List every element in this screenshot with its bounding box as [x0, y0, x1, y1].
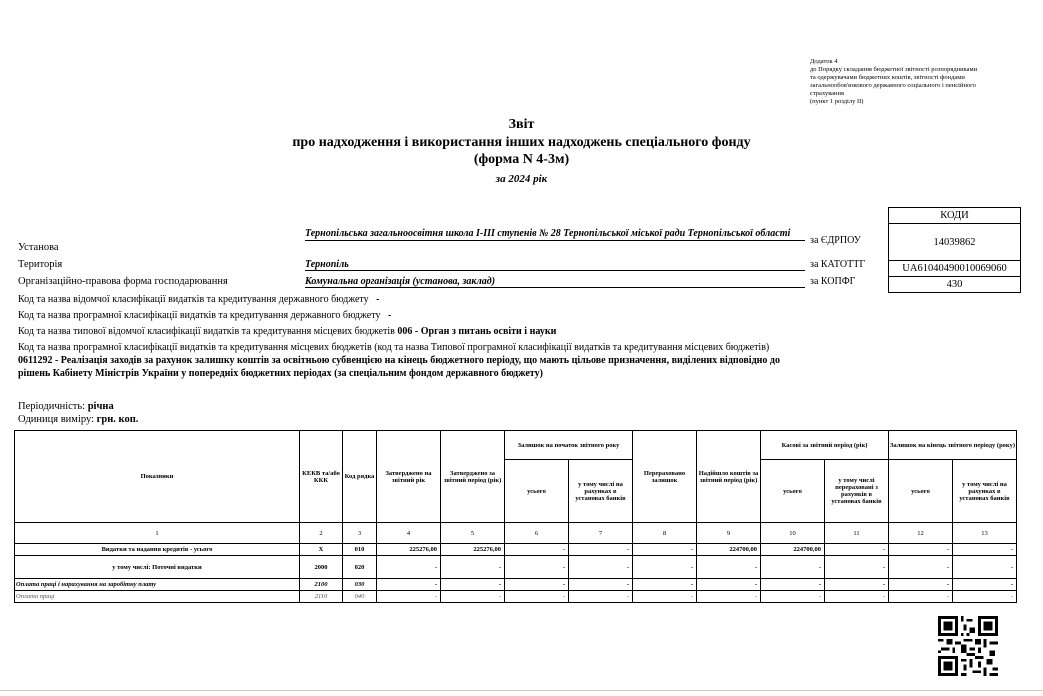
row-cell: - — [441, 556, 505, 579]
header-start-banks: у тому числі на рахунках в установах банків — [569, 460, 633, 523]
row-cell: - — [441, 591, 505, 603]
row-cell: - — [761, 579, 825, 591]
local-value: 0611292 - Реалізація заходів за рахунок залишку коштів за освітньою субвенцією на кінець бюджетного періоду, що мають цільове призначення, виділених відповідно до рішень Кабінету Міністрів України у попередніх бюджетних періодах (за спеціальним фондом державного бюджету) — [18, 355, 780, 379]
institution-label: Установа — [18, 242, 59, 253]
row-cell: - — [825, 556, 889, 579]
row-cell: 225276,00 — [377, 544, 441, 556]
row-cell: - — [889, 579, 953, 591]
row-cell: - — [569, 544, 633, 556]
row-cell: - — [761, 556, 825, 579]
col-num: 1 — [15, 523, 300, 544]
column-numbers-row — [15, 523, 1017, 544]
row-cell: 225276,00 — [441, 544, 505, 556]
annex-line: Додаток 4 — [810, 58, 838, 65]
row-cell: - — [633, 591, 697, 603]
header-end-total: усього — [889, 460, 953, 523]
row-cell: 224700,00 — [761, 544, 825, 556]
row-cell: - — [953, 579, 1017, 591]
header-row-code: Код рядка — [343, 431, 377, 523]
annex-line: до Порядку складання бюджетної звітності розпорядниками — [810, 66, 978, 73]
qr-code-icon — [938, 616, 998, 676]
legal-form-label: Організаційно-правова форма господарювання — [18, 276, 228, 287]
row-cell: - — [377, 579, 441, 591]
row-cell: - — [697, 556, 761, 579]
row-cell: - — [505, 544, 569, 556]
codes-header: КОДИ — [889, 208, 1021, 224]
table-row — [15, 556, 1017, 579]
row-cell: - — [953, 591, 1017, 603]
col-num: 13 — [953, 523, 1017, 544]
row-cell: - — [569, 556, 633, 579]
row-cell: - — [889, 591, 953, 603]
col-num: 11 — [825, 523, 889, 544]
row-kekv: 2000 — [300, 556, 343, 579]
annex-line: (пункт 1 розділу II) — [810, 98, 864, 105]
col-num: 9 — [697, 523, 761, 544]
table-row — [15, 544, 1017, 556]
unit-value: грн. коп. — [96, 414, 139, 425]
header-start-total: усього — [505, 460, 569, 523]
header-received: Надійшло коштів за звітний період (рік) — [697, 431, 761, 523]
codes-table — [888, 207, 1021, 293]
col-num: 5 — [441, 523, 505, 544]
annex-note — [810, 58, 1020, 106]
periodicity — [18, 401, 114, 412]
row-name: у тому числі: Поточні видатки — [15, 556, 300, 579]
header-cash-transferred: у тому числі перераховані з рахунків в установах банків — [825, 460, 889, 523]
unit — [18, 414, 138, 425]
table-row — [15, 579, 1017, 591]
row-cell: - — [505, 579, 569, 591]
header-balance-start: Залишок на початок звітного року — [505, 431, 633, 460]
kopfg-code: 430 — [889, 277, 1021, 293]
row-cell: - — [633, 556, 697, 579]
edrpou-label: за ЄДРПОУ — [810, 235, 861, 246]
annex-line: загальнообов'язкового державного соціального і пенсійного — [810, 82, 976, 89]
header-kekv: КЕКВ та/або ККК — [300, 431, 343, 523]
report-table — [14, 430, 1017, 603]
row-cell: - — [697, 591, 761, 603]
periodicity-label: Періодичність: — [18, 401, 86, 412]
col-num: 7 — [569, 523, 633, 544]
report-year: за 2024 рік — [495, 173, 548, 185]
row-kekv: 2100 — [300, 579, 343, 591]
row-cell: - — [825, 544, 889, 556]
local-label: Код та назва програмної класифікації видатків та кредитування місцевих бюджетів (код та назва Типової програмної класифікації видатків та кредитування місцевих бюджетів) — [18, 342, 770, 353]
periodicity-value: річна — [87, 401, 114, 412]
row-name: Оплата праці — [15, 591, 300, 603]
prog-classification — [18, 309, 798, 322]
legal-form-value: Комунальна організація (установа, заклад) — [305, 276, 805, 288]
typical-value: 006 - Орган з питань освіти і науки — [397, 326, 557, 337]
row-code: 030 — [343, 579, 377, 591]
typical-classification — [18, 325, 798, 338]
territory-value: Тернопіль — [305, 259, 805, 271]
dept-classification — [18, 293, 798, 306]
row-kekv: 2110 — [300, 591, 343, 603]
local-classification — [18, 341, 798, 380]
report-form: (форма N 4-3м) — [473, 152, 570, 167]
dept-label: Код та назва відомчої класифікації видатків та кредитування державного бюджету — [18, 294, 369, 305]
unit-label: Одиниця виміру: — [18, 414, 94, 425]
col-num: 8 — [633, 523, 697, 544]
row-cell: - — [825, 591, 889, 603]
col-num: 4 — [377, 523, 441, 544]
row-cell: - — [889, 556, 953, 579]
territory-label: Територія — [18, 259, 63, 270]
header-cash-total: усього — [761, 460, 825, 523]
row-cell: - — [377, 556, 441, 579]
row-cell: - — [505, 591, 569, 603]
header-end-banks: у тому числі на рахунках в установах банків — [953, 460, 1017, 523]
row-cell: - — [889, 544, 953, 556]
row-cell: - — [569, 591, 633, 603]
col-num: 2 — [300, 523, 343, 544]
row-code: 020 — [343, 556, 377, 579]
row-cell: - — [441, 579, 505, 591]
row-cell: - — [953, 544, 1017, 556]
row-code: 010 — [343, 544, 377, 556]
row-code: 040 — [343, 591, 377, 603]
row-name: Видатки та надання кредитів - усього — [15, 544, 300, 556]
row-cell: - — [633, 579, 697, 591]
row-cell: - — [697, 579, 761, 591]
katottg-code: UA61040490010069060 — [889, 261, 1021, 277]
row-kekv: X — [300, 544, 343, 556]
report-subtitle: про надходження і використання інших надходжень спеціального фонду — [292, 135, 751, 150]
row-cell: - — [633, 544, 697, 556]
annex-line: та одержувачами бюджетних коштів, звітності фондами — [810, 74, 965, 81]
row-cell: - — [825, 579, 889, 591]
header-balance-end: Залишок на кінець звітного періоду (року) — [889, 431, 1017, 460]
col-num: 10 — [761, 523, 825, 544]
edrpou-code: 14039862 — [889, 224, 1021, 261]
page-divider — [0, 690, 1043, 691]
row-cell: - — [953, 556, 1017, 579]
col-num: 3 — [343, 523, 377, 544]
katottg-label: за КАТОТТГ — [810, 259, 866, 270]
row-cell: - — [569, 579, 633, 591]
col-num: 6 — [505, 523, 569, 544]
kopfg-label: за КОПФГ — [810, 276, 856, 287]
row-name: Оплата праці і нарахування на заробітну плату — [15, 579, 300, 591]
row-cell: - — [761, 591, 825, 603]
dept-value: - — [376, 294, 380, 305]
col-num: 12 — [889, 523, 953, 544]
annex-line: страхування — [810, 90, 845, 97]
row-cell: - — [505, 556, 569, 579]
row-cell: 224700,00 — [697, 544, 761, 556]
header-transferred: Перераховано залишок — [633, 431, 697, 523]
row-cell: - — [377, 591, 441, 603]
report-title: Звіт — [508, 117, 535, 132]
prog-label: Код та назва програмної класифікації видатків та кредитування державного бюджету — [18, 310, 381, 321]
prog-value: - — [387, 310, 392, 321]
table-row — [15, 591, 1017, 603]
header-approved-period: Затверджено за звітний період (рік) — [441, 431, 505, 523]
institution-value: Тернопільська загальноосвітня школа І-ІІІ ступенів № 28 Тернопільської міської ради Тернопільської області — [305, 228, 805, 241]
typical-label: Код та назва типової відомчої класифікації видатків та кредитування місцевих бюджетів — [18, 326, 395, 337]
header-approved-year: Затверджено на звітний рік — [377, 431, 441, 523]
header-cash-expenses: Касові за звітний період (рік) — [761, 431, 889, 460]
header-indicators: Показники — [15, 431, 300, 523]
